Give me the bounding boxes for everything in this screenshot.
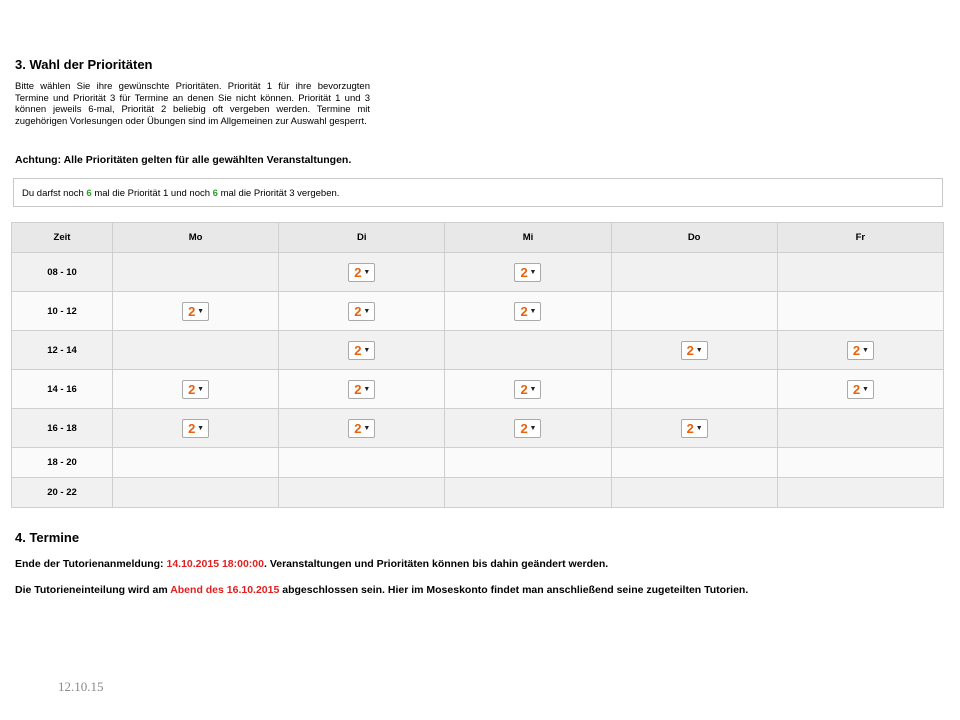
slot-cell-fr	[777, 292, 943, 331]
slot-cell-di	[279, 292, 445, 331]
dropdown-arrow-icon: ▼	[363, 268, 371, 276]
slot-cell-do	[611, 331, 777, 370]
slot-cell-do	[611, 253, 777, 292]
time-slot-label: 12 - 14	[12, 331, 113, 370]
assignment-completion	[15, 584, 748, 596]
slot-cell-di	[279, 331, 445, 370]
priority-dropdown[interactable]	[514, 263, 541, 282]
priority-dropdown[interactable]	[348, 419, 375, 438]
priority-value: 2	[686, 342, 694, 358]
priority-dropdown[interactable]	[847, 341, 874, 360]
slot-cell-di	[279, 409, 445, 448]
time-slot-label: 14 - 16	[12, 370, 113, 409]
dropdown-arrow-icon: ▼	[529, 385, 537, 393]
remaining-priority-1-count: 6	[86, 188, 92, 199]
dropdown-arrow-icon: ▼	[363, 307, 371, 315]
slot-cell-fr	[777, 478, 943, 508]
finish-text-1: Die Tutorieneinteilung wird am	[15, 584, 171, 596]
slide-date: 12.10.15	[58, 679, 104, 694]
slot-cell-fr	[777, 370, 943, 409]
header-di: Di	[279, 223, 445, 253]
priority-dropdown[interactable]	[681, 419, 708, 438]
section4-heading: 4. Termine	[15, 530, 80, 545]
slot-cell-mi	[445, 292, 611, 331]
slot-cell-do	[611, 409, 777, 448]
slot-cell-do	[611, 448, 777, 478]
slot-cell-mo	[113, 370, 279, 409]
priority-instructions: Bitte wählen Sie ihre gewünschte Prioritäten. Priorität 1 für ihre bevorzugten Termine und Priorität 3 für Termine an denen Sie nicht können. Priorität 1 und 3 können jeweils 6-mal, Priorität 2 beliebig oft vergeben werden. Termine mit zugehörigen Vorlesungen oder Übungen sind im Allgemeinen zur Auswahl gesperrt.	[15, 81, 370, 128]
slot-cell-do	[611, 370, 777, 409]
header-zeit: Zeit	[12, 223, 113, 253]
time-slot-label: 10 - 12	[12, 292, 113, 331]
table-row	[12, 253, 944, 292]
slot-cell-mo	[113, 331, 279, 370]
priority-dropdown[interactable]	[514, 302, 541, 321]
dropdown-arrow-icon: ▼	[529, 268, 537, 276]
grid-body	[12, 253, 944, 508]
slot-cell-di	[279, 448, 445, 478]
priority-dropdown[interactable]	[681, 341, 708, 360]
time-slot-label: 18 - 20	[12, 448, 113, 478]
dropdown-arrow-icon: ▼	[197, 307, 205, 315]
deadline-date: 14.10.2015 18:00:00	[166, 558, 264, 570]
priority-value: 2	[188, 303, 196, 319]
remaining-priorities-notice	[13, 178, 943, 207]
priority-value: 2	[354, 264, 362, 280]
dropdown-arrow-icon: ▼	[861, 346, 869, 354]
dropdown-arrow-icon: ▼	[363, 385, 371, 393]
priority-dropdown[interactable]	[847, 380, 874, 399]
time-slot-label: 20 - 22	[12, 478, 113, 508]
priority-value: 2	[354, 420, 362, 436]
header-fr: Fr	[777, 223, 943, 253]
table-row	[12, 448, 944, 478]
priority-value: 2	[520, 264, 528, 280]
table-row	[12, 331, 944, 370]
priority-value: 2	[520, 381, 528, 397]
slot-cell-fr	[777, 331, 943, 370]
dropdown-arrow-icon: ▼	[529, 307, 537, 315]
dropdown-arrow-icon: ▼	[861, 385, 869, 393]
slot-cell-mo	[113, 409, 279, 448]
grid-header-row	[12, 223, 944, 253]
slot-cell-di	[279, 253, 445, 292]
section3-heading: 3. Wahl der Prioritäten	[15, 57, 153, 72]
table-row	[12, 292, 944, 331]
slot-cell-mi	[445, 253, 611, 292]
priority-dropdown[interactable]	[182, 419, 209, 438]
slot-cell-fr	[777, 448, 943, 478]
priority-dropdown[interactable]	[514, 380, 541, 399]
header-mi: Mi	[445, 223, 611, 253]
table-row	[12, 370, 944, 409]
slot-cell-mi	[445, 448, 611, 478]
finish-text-2: abgeschlossen sein. Hier im Moseskonto findet man anschließend seine zugeteilten Tutorien.	[279, 584, 749, 596]
time-slot-label: 16 - 18	[12, 409, 113, 448]
priority-grid	[11, 222, 944, 508]
priority-value: 2	[354, 303, 362, 319]
slot-cell-do	[611, 292, 777, 331]
table-row	[12, 409, 944, 448]
dropdown-arrow-icon: ▼	[197, 385, 205, 393]
header-mo: Mo	[113, 223, 279, 253]
slot-cell-fr	[777, 409, 943, 448]
dropdown-arrow-icon: ▼	[363, 424, 371, 432]
slot-cell-di	[279, 478, 445, 508]
priority-value: 2	[354, 381, 362, 397]
notice-text-1: Du darfst noch	[22, 188, 87, 199]
priority-dropdown[interactable]	[348, 302, 375, 321]
finish-date: Abend des 16.10.2015	[170, 584, 280, 596]
priority-value: 2	[520, 303, 528, 319]
remaining-priority-3-count: 6	[212, 188, 218, 199]
slot-cell-mo	[113, 253, 279, 292]
dropdown-arrow-icon: ▼	[363, 346, 371, 354]
notice-text-2: mal die Priorität 1 und noch	[91, 188, 213, 199]
dropdown-arrow-icon: ▼	[197, 424, 205, 432]
priority-dropdown[interactable]	[348, 380, 375, 399]
slot-cell-fr	[777, 253, 943, 292]
priority-value: 2	[852, 342, 861, 358]
priority-value: 2	[188, 381, 196, 397]
deadline-text-2: . Veranstaltungen und Prioritäten können bis dahin geändert werden.	[263, 558, 609, 570]
slot-cell-mo	[113, 478, 279, 508]
slot-cell-di	[279, 370, 445, 409]
slot-cell-mi	[445, 370, 611, 409]
priority-value: 2	[354, 342, 362, 358]
slot-cell-mo	[113, 292, 279, 331]
deadline-text-1: Ende der Tutorienanmeldung:	[15, 558, 167, 570]
priority-dropdown[interactable]	[348, 341, 375, 360]
priority-warning: Achtung: Alle Prioritäten gelten für alle gewählten Veranstaltungen.	[15, 154, 352, 166]
slot-cell-mi	[445, 331, 611, 370]
registration-deadline	[15, 558, 608, 570]
dropdown-arrow-icon: ▼	[695, 424, 703, 432]
notice-text-3: mal die Priorität 3 vergeben.	[217, 188, 340, 199]
time-slot-label: 08 - 10	[12, 253, 113, 292]
priority-value: 2	[520, 420, 528, 436]
priority-value: 2	[852, 381, 861, 397]
priority-dropdown[interactable]	[514, 419, 541, 438]
priority-value: 2	[188, 420, 196, 436]
priority-dropdown[interactable]	[348, 263, 375, 282]
priority-dropdown[interactable]	[182, 380, 209, 399]
dropdown-arrow-icon: ▼	[695, 346, 703, 354]
dropdown-arrow-icon: ▼	[529, 424, 537, 432]
slot-cell-mi	[445, 409, 611, 448]
priority-dropdown[interactable]	[182, 302, 209, 321]
priority-value: 2	[686, 420, 694, 436]
header-do: Do	[611, 223, 777, 253]
slot-cell-do	[611, 478, 777, 508]
slot-cell-mi	[445, 478, 611, 508]
slot-cell-mo	[113, 448, 279, 478]
table-row	[12, 478, 944, 508]
